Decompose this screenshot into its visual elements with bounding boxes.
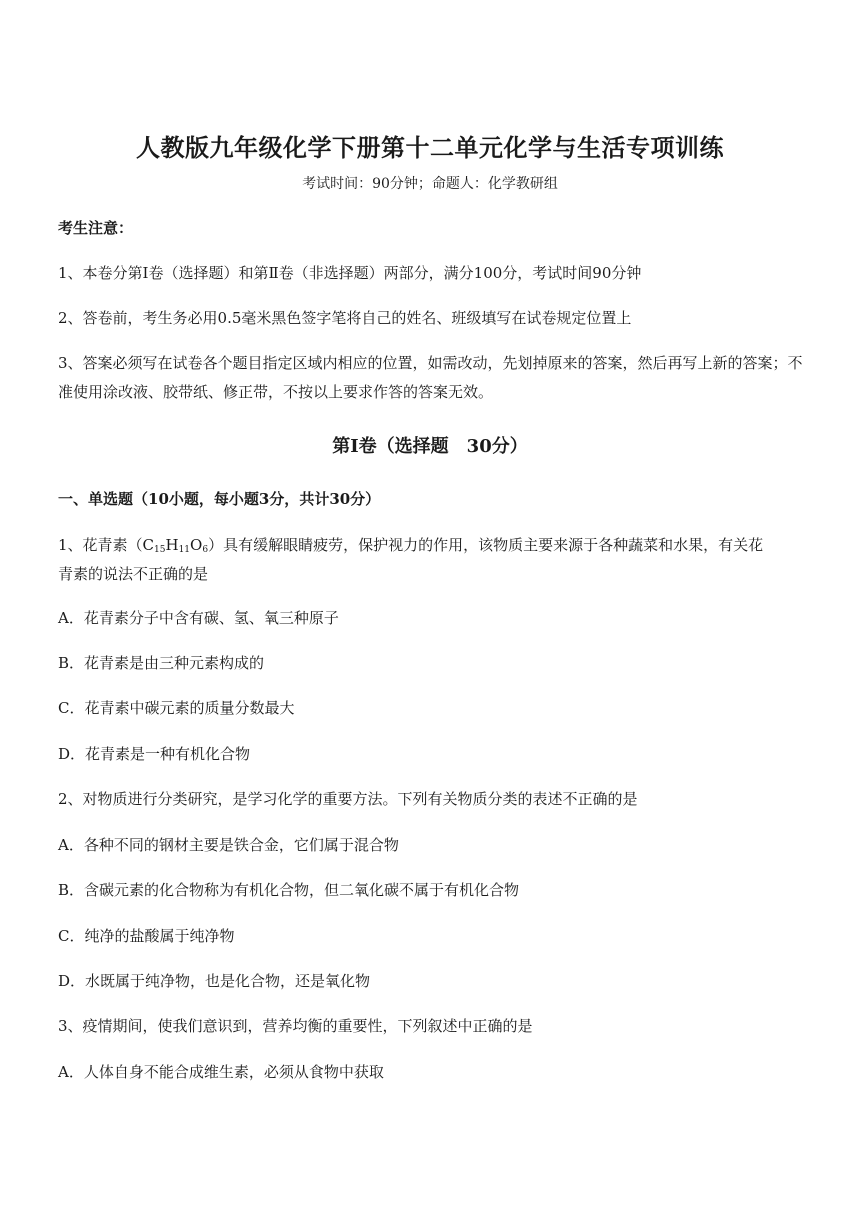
part-heading: 一、单选题（10小题，每小题3分，共计30分）	[58, 490, 381, 508]
question-1-stem-continued: 青素的说法不正确的是	[58, 565, 209, 583]
question-2-stem: 2、对物质进行分类研究，是学习化学的重要方法。下列有关物质分类的表述不正确的是	[58, 790, 638, 808]
document-subtitle: 考试时间：90分钟；命题人：化学教研组	[302, 176, 558, 192]
document-title: 人教版九年级化学下册第十二单元化学与生活专项训练	[136, 133, 724, 162]
notice-item: 3、答案必须写在试卷各个题目指定区域内相应的位置，如需改动，先划掉原来的答案，然后再写上新的答案；不准使用涂改液、胶带纸、修正带，不按以上要求作答的答案无效。	[58, 354, 803, 401]
section-title: 第Ⅰ卷（选择题 30分）	[332, 436, 528, 457]
question-3-stem: 3、疫情期间，使我们意识到，营养均衡的重要性，下列叙述中正确的是	[58, 1017, 533, 1035]
question-1-option-b: B．花青素是由三种元素构成的	[58, 654, 265, 672]
question-2-option-c: C．纯净的盐酸属于纯净物	[58, 927, 235, 945]
notice-item: 2、答卷前，考生务必用0.5毫米黑色签字笔将自己的姓名、班级填写在试卷规定位置上	[58, 309, 632, 327]
question-1-option-d: D．花青素是一种有机化合物	[58, 745, 251, 763]
question-3-option-a: A．人体自身不能合成维生素，必须从食物中获取	[58, 1063, 384, 1081]
question-1-option-c: C．花青素中碳元素的质量分数最大	[58, 699, 295, 717]
notice-heading: 考生注意：	[58, 219, 134, 237]
notice-item: 1、本卷分第Ⅰ卷（选择题）和第Ⅱ卷（非选择题）两部分，满分100分，考试时间90分钟	[58, 264, 642, 282]
question-2-option-b: B．含碳元素的化合物称为有机化合物，但二氧化碳不属于有机化合物	[58, 881, 520, 899]
question-1-option-a: A．花青素分子中含有碳、氢、氧三种原子	[58, 609, 339, 627]
question-2-option-d: D．水既属于纯净物，也是化合物，还是氧化物	[58, 972, 371, 990]
question-1-stem: 1、花青素$(C_{15}H_{11}O_6)$具有缓解眼睛疲劳，保护视力的作用，该物质主要来源于各种蔬菜和水果，有关花	[58, 536, 764, 555]
question-2-option-a: A．各种不同的钢材主要是铁合金，它们属于混合物	[58, 836, 399, 854]
